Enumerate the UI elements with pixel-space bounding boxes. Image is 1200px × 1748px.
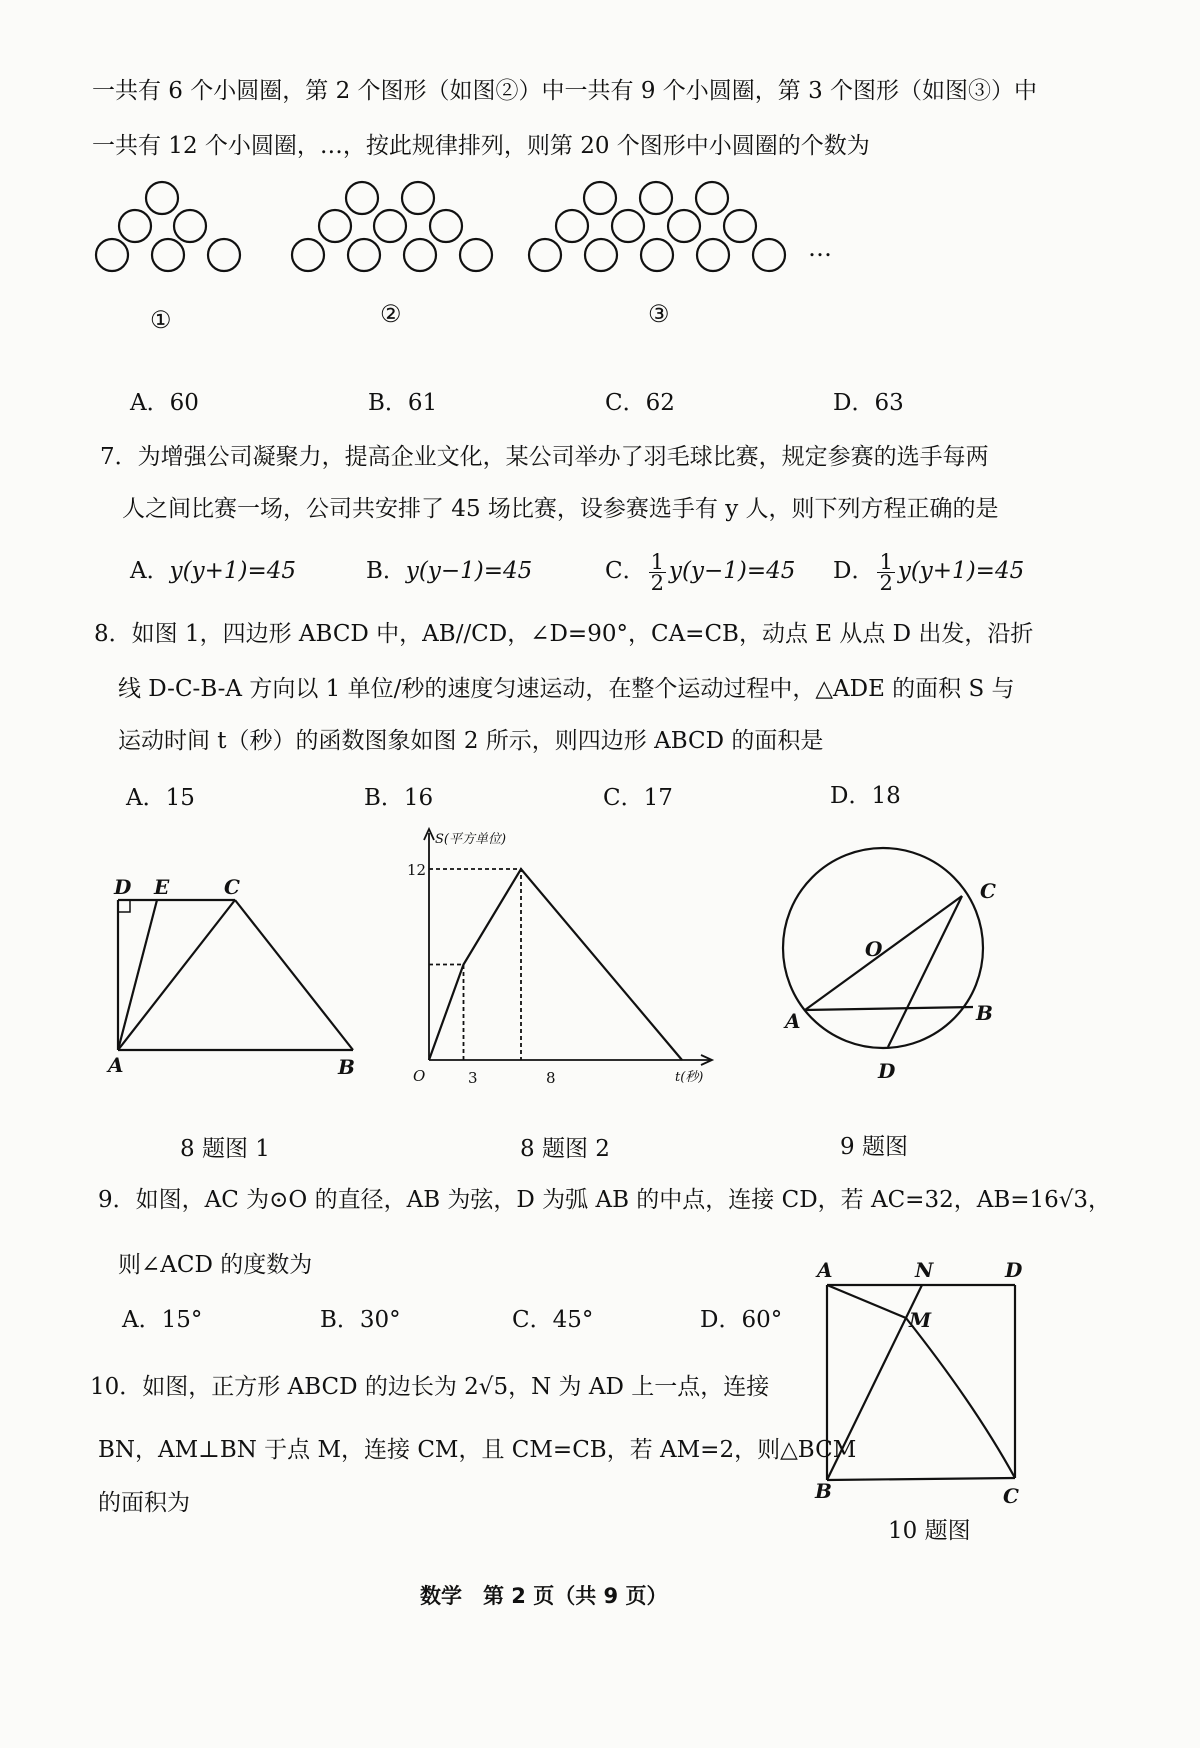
q6-option-a: A．60 [130,390,199,416]
q10-figure [805,1255,1045,1515]
circle [640,182,672,214]
circle [174,210,206,242]
q10-fig-caption: 10 题图 [888,1518,971,1544]
q7-option-d [833,545,1024,597]
q9-option-d: D．60° [700,1307,783,1333]
q7-option-c-letter: C． [605,558,646,584]
q9-line-1: 9．如图，AC 为⊙O 的直径，AB 为弦，D 为弧 AB 的中点，连接 CD，若 AC=32，AB=16√3， [98,1187,1112,1213]
circle [612,210,644,242]
q6-line-1: 一共有 6 个小圆圈，第 2 个图形（如图②）中一共有 9 个小圆圈，第 3 个图形（如图③）中 [92,78,1038,104]
circle [319,210,351,242]
q7-option-b-expr: y(y−1)=45 [405,558,533,584]
q8-option-c: C．17 [603,785,673,811]
fraction-numerator: 1 [879,549,893,574]
q9-option-a: A．15° [122,1307,203,1333]
q6-option-d: D．63 [833,390,904,416]
fig9-label-c: C [980,879,996,903]
fig9-label-a: A [785,1009,801,1033]
circle [584,182,616,214]
fig10-label-a: A [817,1258,833,1282]
fig1-label-d: D [114,875,132,899]
circle [348,239,380,271]
q6-line-2: 一共有 12 个小圆圈，…，按此规律排列，则第 20 个图形中小圆圈的个数为 [92,133,870,159]
q7-option-c-expr: y(y−1)=45 [668,558,796,584]
q6-fig-label-2: ② [380,300,402,328]
fig1-label-e: E [154,875,170,899]
circle [753,239,785,271]
fig1-label-c: C [224,875,240,899]
graph-y-tick-12: 12 [407,861,427,879]
circle [404,239,436,271]
q10-line-2: BN，AM⊥BN 于点 M，连接 CM，且 CM=CB，若 AM=2，则△BCM [98,1437,857,1463]
q8-line-1: 8．如图 1，四边形 ABCD 中，AB//CD，∠D=90°，CA=CB，动点 E 从点 D 出发，沿折 [94,621,1034,647]
graph-origin: O [413,1067,426,1085]
q10-line-3: 的面积为 [98,1490,190,1516]
q9-line-2: 则∠ACD 的度数为 [118,1252,313,1278]
q6-option-c: C．62 [605,390,675,416]
fig10-label-c: C [1003,1484,1019,1508]
circle [374,210,406,242]
circle [697,239,729,271]
circle [292,239,324,271]
fraction-denominator: 2 [879,570,893,595]
q7-option-d-expr: y(y+1)=45 [897,558,1025,584]
graph-x-axis-label: t(秒) [675,1070,704,1085]
fig9-label-o: O [865,937,883,961]
circle [529,239,561,271]
q8-option-a: A．15 [126,785,195,811]
q6-circle-figures [80,170,880,340]
q8-option-d: D．18 [830,783,901,809]
circle [96,239,128,271]
circle [146,182,178,214]
circle [119,210,151,242]
circle [556,210,588,242]
circle [668,210,700,242]
fig1-label-b: B [338,1055,355,1079]
q7-line-1: 7．为增强公司凝聚力，提高企业文化，某公司举办了羽毛球比赛，规定参赛的选手每两 [100,444,989,470]
circle [402,182,434,214]
graph-y-axis-label: S(平方单位) [435,832,507,847]
q7-option-a [130,556,296,586]
fig10-label-b: B [815,1479,832,1503]
q7-option-a-expr: y(y+1)=45 [169,558,297,584]
q8-fig2-caption: 8 题图 2 [520,1136,610,1162]
s-t-graph [429,869,682,1060]
q9-figure [775,830,1015,1090]
q8-figure-2 [405,825,725,1095]
q9-option-c: C．45° [512,1307,594,1333]
guide-line-t8 [429,869,521,1060]
graph-x-tick-8: 8 [546,1069,556,1087]
q8-fig1-caption: 8 题图 1 [180,1136,270,1162]
circle [585,239,617,271]
q7-option-c [605,545,795,597]
q8-line-2: 线 D-C-B-A 方向以 1 单位/秒的速度匀速运动，在整个运动过程中，△ADE 的面积 S 与 [118,676,1015,702]
fig9-label-d: D [878,1059,896,1083]
q7-option-c-fraction [649,549,666,595]
q8-figure-1 [100,870,380,1090]
q8-option-b: B．16 [364,785,434,811]
q7-line-2: 人之间比赛一场，公司共安排了 45 场比赛，设参赛选手有 y 人，则下列方程正确的是 [122,496,999,522]
fig1-label-a: A [108,1053,124,1077]
circle [152,239,184,271]
circle [724,210,756,242]
q9-fig-caption: 9 题图 [840,1134,908,1160]
fig10-label-m: M [909,1308,932,1332]
circle [641,239,673,271]
fraction-denominator: 2 [650,570,664,595]
fig10-label-n: N [915,1258,934,1282]
q7-option-d-fraction [877,549,894,595]
q8-line-3: 运动时间 t（秒）的函数图象如图 2 所示，则四边形 ABCD 的面积是 [118,728,824,754]
circle [346,182,378,214]
fig10-label-d: D [1005,1258,1023,1282]
circle [208,239,240,271]
q7-option-b-letter: B． [366,558,406,584]
circle-o [783,848,983,1048]
fraction-numerator: 1 [650,549,664,574]
q9-option-b: B．30° [320,1307,401,1333]
graph-x-tick-3: 3 [468,1069,478,1087]
q7-option-a-letter: A． [130,558,170,584]
circle [460,239,492,271]
q7-option-b [366,556,532,586]
q6-option-b: B．61 [368,390,438,416]
q7-option-d-letter: D． [833,558,875,584]
q10-line-1: 10．如图，正方形 ABCD 的边长为 2√5，N 为 AD 上一点，连接 [90,1374,770,1400]
fig9-label-b: B [976,1001,993,1025]
q6-fig-label-1: ① [150,306,172,334]
q6-ellipsis: … [808,234,832,262]
circle [430,210,462,242]
circle [696,182,728,214]
page-footer: 数学 第 2 页（共 9 页） [420,1584,668,1608]
q6-fig-label-3: ③ [648,300,670,328]
